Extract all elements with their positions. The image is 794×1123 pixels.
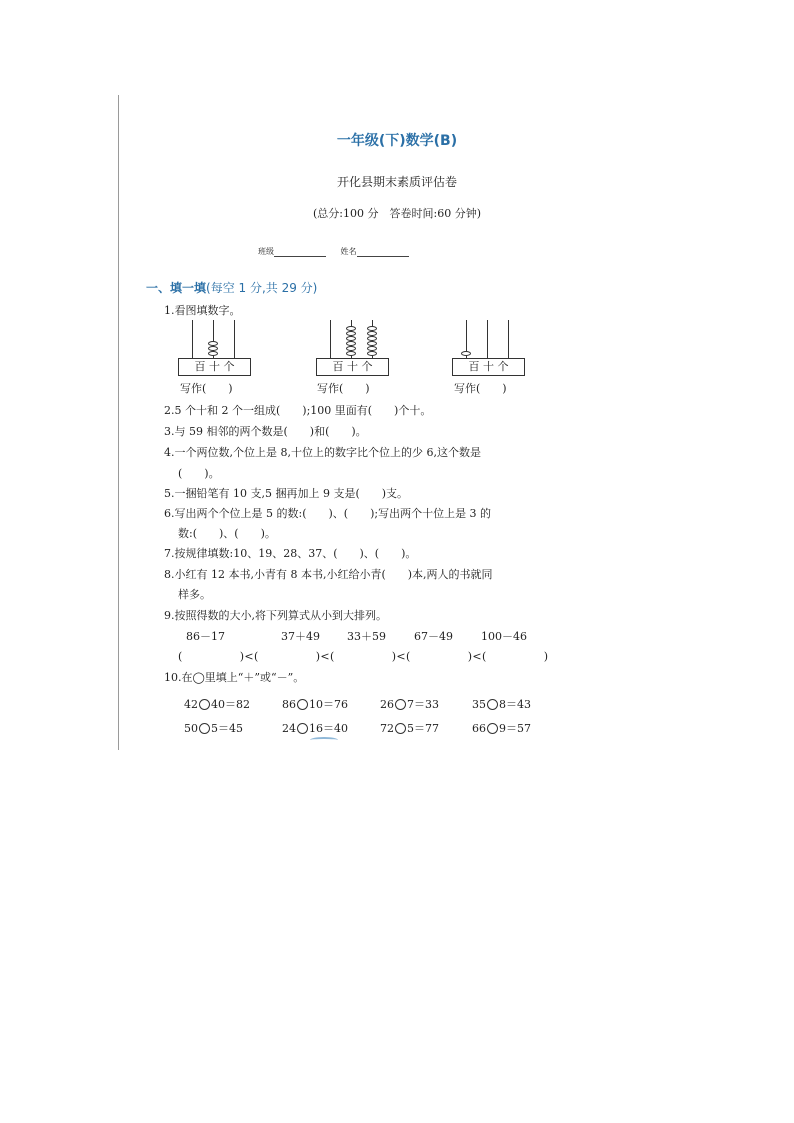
page-edge-line [118,95,119,750]
question-4-cont: ( )。 [178,467,220,480]
student-info [258,246,421,257]
question-9: 9.按照得数的大小,将下列算式从小到大排列。 [164,609,387,622]
abacus-2 [316,320,391,380]
question-7: 7.按规律填数:10、19、28、37、( )、( )。 [164,547,417,560]
q9-expression: 67－49 [414,630,453,643]
operator-circle[interactable] [297,699,308,710]
question-10: 10.在◯里填上“＋”或“－”。 [164,671,305,684]
question-6-cont: 数:( )、( )。 [178,527,276,540]
write-as-2[interactable]: 写作( ) [317,382,370,395]
name-field[interactable] [357,255,409,257]
score-info: (总分:100 分 答卷时间:60 分钟) [313,207,481,220]
place-value-frame: 百 十 个 [178,358,251,376]
section-title: 一、填一填 [146,281,207,295]
question-4: 4.一个两位数,个位上是 8,十位上的数字比个位上的少 6,这个数是 [164,446,481,459]
operator-circle[interactable] [395,699,406,710]
exam-title: 一年级(下)数学(B) [336,133,458,149]
question-3: 3.与 59 相邻的两个数是( )和( )。 [164,425,367,438]
question-6: 6.写出两个个位上是 5 的数:( )、( );写出两个十位上是 3 的 [164,507,492,520]
q10-item: 24 16＝40 [282,722,348,735]
operator-circle[interactable] [487,723,498,734]
operator-circle[interactable] [297,723,308,734]
decorative-wave [310,737,338,743]
write-as-1[interactable]: 写作( ) [180,382,233,395]
q10-item: 50 5＝45 [184,722,243,735]
q10-item: 66 9＝57 [472,722,531,735]
question-1: 1.看图填数字。 [164,304,241,317]
q10-item: 86 10＝76 [282,698,348,711]
write-as-3[interactable]: 写作( ) [454,382,507,395]
exam-subtitle: 开化县期末素质评估卷 [336,175,457,189]
question-5: 5.一捆铅笔有 10 支,5 捆再加上 9 支是( )支。 [164,487,409,500]
abacus-3 [452,320,527,380]
section-heading [146,279,317,296]
q9-expression: 100－46 [481,630,527,643]
section-note: (每空 1 分,共 29 分) [206,281,318,295]
q10-item: 42 40＝82 [184,698,250,711]
operator-circle[interactable] [487,699,498,710]
operator-circle[interactable] [199,699,210,710]
question-8-cont: 样多。 [178,588,211,601]
place-value-frame: 百 十 个 [316,358,389,376]
abacus-1 [178,320,253,380]
class-field[interactable] [274,255,326,257]
class-label: 班级 [258,247,274,256]
name-label: 姓名 [340,247,357,256]
question-8: 8.小红有 12 本书,小青有 8 本书,小红给小青( )本,两人的书就同 [164,568,493,581]
q9-expression: 37＋49 [281,630,320,643]
operator-circle[interactable] [395,723,406,734]
q9-expression: 86－17 [186,630,225,643]
q9-order-answer[interactable]: ( )<( )<( )<( )<( ) [178,650,549,663]
place-value-frame: 百 十 个 [452,358,525,376]
q10-item: 35 8＝43 [472,698,531,711]
q10-item: 72 5＝77 [380,722,439,735]
question-2: 2.5 个十和 2 个一组成( );100 里面有( )个十。 [164,404,432,417]
q10-item: 26 7＝33 [380,698,439,711]
operator-circle[interactable] [199,723,210,734]
q9-expression: 33＋59 [347,630,386,643]
